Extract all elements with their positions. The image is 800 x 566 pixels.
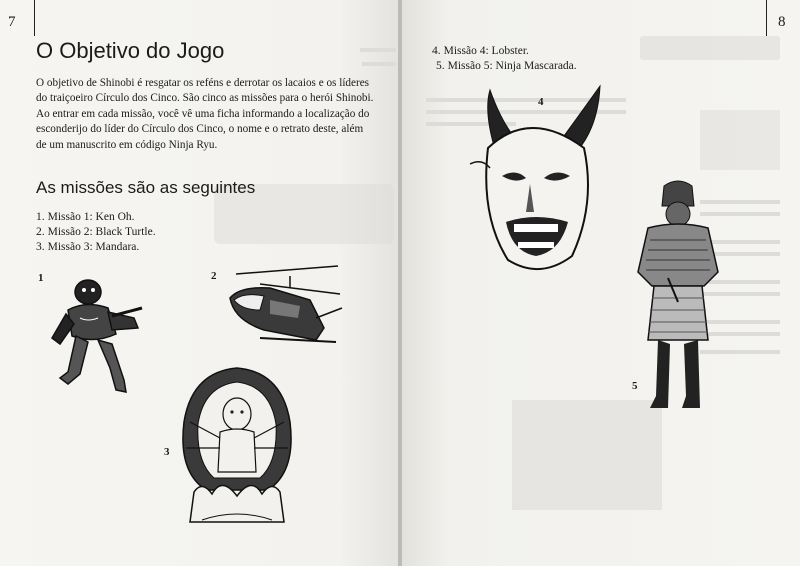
figure-label-3: 3 [164,446,170,458]
list-number: 1. [36,211,45,223]
list-number: 4. [432,45,441,57]
list-text: Missão 2: Black Turtle. [47,226,156,238]
mission-list-left [36,210,159,255]
list-item [36,225,159,240]
figure-label-5: 5 [632,380,638,392]
page-number-left: 7 [8,14,16,30]
list-item [36,240,159,255]
list-number: 5. [436,60,445,72]
mission-list-right [432,44,580,74]
list-item [432,44,580,59]
helicopter-illustration [220,258,350,354]
figure-label-4: 4 [538,96,544,108]
page-number-right: 8 [778,14,786,30]
list-text: Missão 3: Mandara. [47,241,140,253]
mandara-statue-illustration [172,362,302,532]
intro-paragraph: O objetivo de Shinobi é resgatar os reféns e derrotar os lacaios e os líderes do traiçoeiro Círculo dos Cinco. São cinco as missões para o herói Shinobi. Ao entrar em cada missão, você vê uma ficha informando a localização do esconderijo do líder do Círculo dos Cinco, o nome e o retrato deste, além de um manuscrito em código Ninja Ryu. [36,77,374,151]
page-rule-right [766,0,767,36]
list-number: 2. [36,226,45,238]
figure-label-2: 2 [211,270,217,282]
page-rule-left [34,0,35,36]
samurai-armor-illustration [628,176,728,416]
page-title: O Objetivo do Jogo [36,38,225,63]
list-item [436,59,580,74]
warrior-illustration [46,272,146,402]
list-text: Missão 5: Ninja Mascarada. [447,60,577,72]
figure-label-1: 1 [38,272,44,284]
list-text: Missão 1: Ken Oh. [47,211,135,223]
list-item [36,210,159,225]
section-heading: As missões são as seguintes [36,178,256,197]
list-text: Missão 4: Lobster. [443,45,529,57]
oni-mask-illustration [460,84,610,284]
list-number: 3. [36,241,45,253]
